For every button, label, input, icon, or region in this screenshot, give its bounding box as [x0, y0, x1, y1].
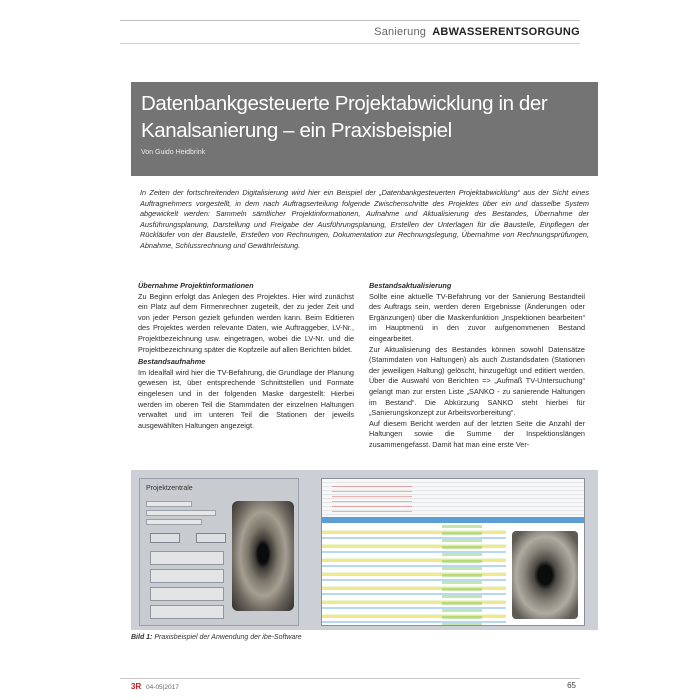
magazine-logo: 3R [131, 682, 142, 691]
header-category: ABWASSERENTSORGUNG [432, 26, 580, 38]
header-rule-top [120, 20, 580, 21]
menu-button [150, 551, 224, 565]
form-field [146, 501, 192, 507]
form-field [146, 510, 216, 516]
figure-software-screenshots [131, 470, 598, 630]
footer [131, 682, 179, 691]
inspection-table-screenshot [321, 478, 585, 626]
screen-button [196, 533, 226, 543]
subheading: Bestandsaufnahme [138, 357, 206, 367]
menu-button [150, 605, 224, 619]
table-toolbar [322, 517, 584, 523]
paragraph: Sollte eine aktuelle TV-Befahrung vor der Sanierung Bestandteil des Auftrags sein, werden deren Ergebnisse (Änderungen oder Ergänzungen) über die Maskenfunktion „Inspektionen bearbeiten“ im Hauptmenü in den zuvor aufgenommenen Bestand eingearbeitet. [369, 291, 585, 343]
paragraph: Im Idealfall wird hier die TV-Befahrung, die Grundlage der Planung gewesen ist, über entsprechende Schnittstellen und Formate eingelesen und in der folgenden Maske dargestellt: Hierbei werden im oberen Teil die Stammdaten der einzelnen Haltungen verwaltet und im unteren Teil die Stationen der jeweils ausgewählten Haltungen angezeigt. [138, 367, 354, 430]
menu-button [150, 569, 224, 583]
subheading: Bestandsaktualisierung [369, 281, 452, 290]
screen-button [150, 533, 180, 543]
paragraph: Auf diesem Bericht werden auf der letzten Seite die Anzahl der Haltungen sowie die Summe der Inspektionslängen zusammengefasst. Damit hat man eine erste Ver- [369, 418, 585, 449]
caption-text: Praxisbeispiel der Anwendung der ibe-Software [154, 634, 302, 641]
figure-caption [131, 634, 302, 641]
article-title: Datenbankgesteuerte Projektabwicklung in der Kanalsanierung – ein Praxisbeispiel [141, 92, 548, 142]
title-banner [131, 82, 598, 176]
pipe-inspection-photo [512, 531, 578, 619]
paragraph: Zu Beginn erfolgt das Anlegen des Projektes. Hier wird zunächst ein Platz auf dem Firmenrechner zugeteilt, der zu jeder Zeit und von jeder Person gezielt gefunden werden kann. Beim Editieren des Projektes werden relevante Daten, wie Auftraggeber, LV-Nr., Projektbezeichnung usw. eingetragen, wobei die LV-Nr. und die Projektbezeichnung später die Kopfzeile auf allen Berichten bildet. [138, 291, 354, 354]
station-table [322, 525, 506, 625]
screen-title: Projektzentrale [146, 485, 193, 492]
subheading: Übernahme Projektinformationen [138, 281, 254, 290]
project-center-screenshot [139, 478, 299, 626]
master-data-table [322, 479, 584, 517]
footer-rule [120, 678, 580, 679]
article-lead: In Zeiten der fortschreitenden Digitalisierung wird hier ein Beispiel der „Datenbankgesteuerten Projektabwicklung“ aus der Sicht eines Auftragnehmers vorgestellt, in dem nach Auftragserteilung folgende Zwischenschritte des Projektes über ein und dasselbe System abgewickelt werden: Sammeln sämtlicher Projektinformationen, Aufnahme und Aktualisierung des Bestandes, Übernahme der Ausführungsplanung, Darstellung und Freigabe der Ausführungsplanung, Erstellen der Unterlagen für die Baustelle, Einpflegen der Rückläufer von der Baustelle, Erstellen von Rechnungen, Dokumentation zur Rechnungslegung, Übernahme von Rechnungsprüfungen, Abnahme, Schlussrechnung und Gewährleistung. [140, 188, 589, 250]
sewer-pipe-photo [232, 501, 294, 611]
text-column-left [138, 281, 354, 431]
form-field [146, 519, 202, 525]
caption-label: Bild 1: [131, 634, 153, 641]
article-author: Von Guido Heidbrink [141, 149, 206, 156]
running-header [374, 26, 580, 38]
page-number: 65 [567, 681, 576, 690]
header-rule-bottom [120, 43, 580, 44]
menu-button [150, 587, 224, 601]
header-section: Sanierung [374, 26, 427, 38]
issue-number: 04-05|2017 [146, 684, 179, 691]
paragraph: Zur Aktualisierung des Bestandes können sowohl Datensätze (Stammdaten von Haltungen) als auch Zustandsdaten (Stationen der jeweiligen Haltung) gelöscht, hinzugefügt und editiert werden. Über die Auswahl von Berichten => „Aufmaß TV-Untersuchung“ gelangt man zur ersten Liste „SANKO - zu sanierende Haltungen im Bestand“. Die Abkürzung SANKO steht hierbei für „Sanierungskonzept zur Arbeitsvorbereitung“. [369, 344, 585, 418]
text-column-right [369, 281, 585, 451]
